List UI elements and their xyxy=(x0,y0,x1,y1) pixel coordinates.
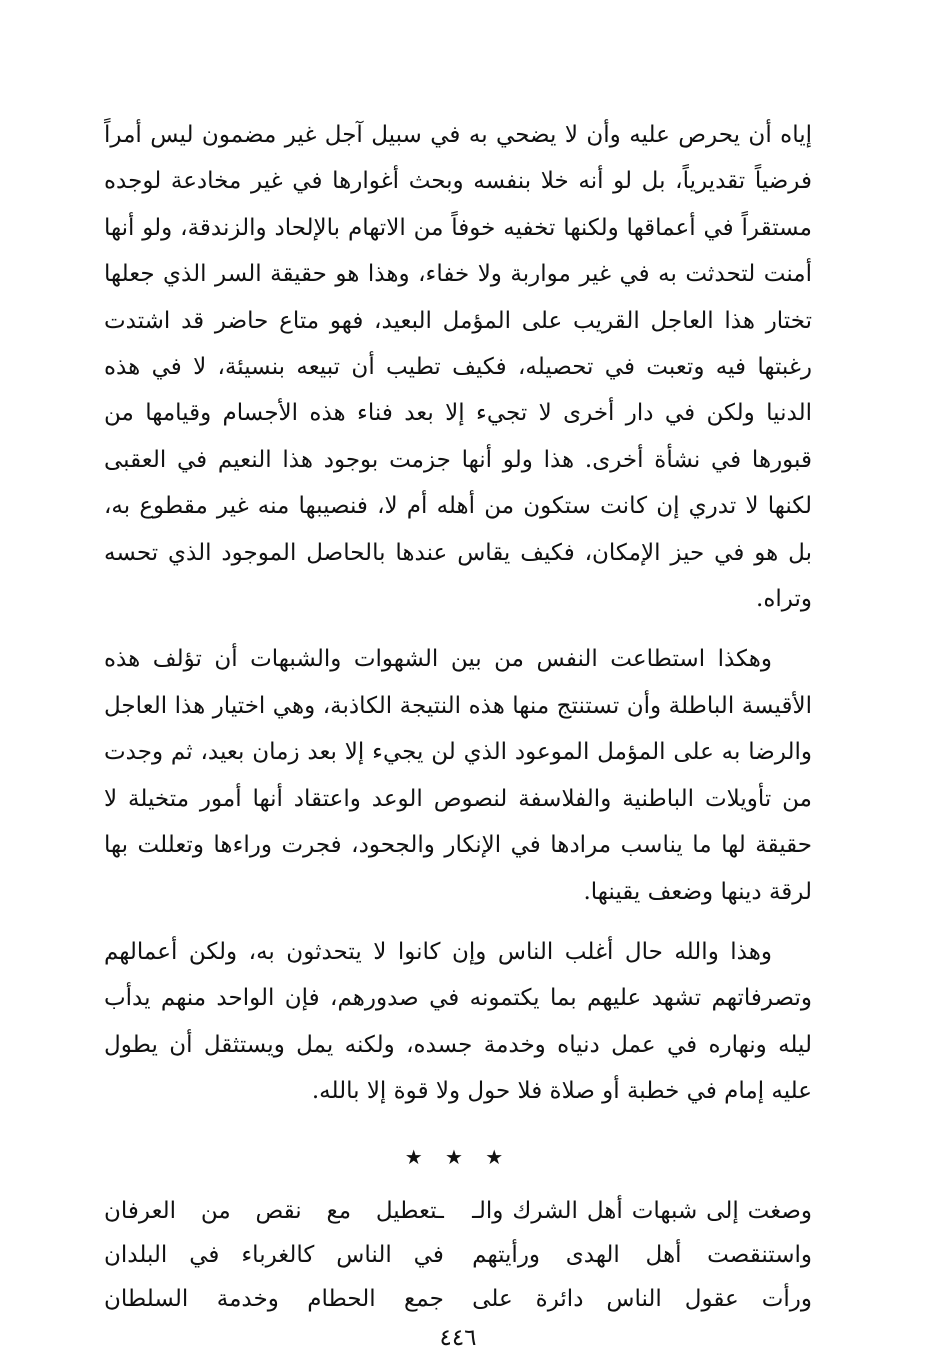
page-body xyxy=(104,112,812,1351)
verse-second-hemistich: جمع الحطام وخدمة السلطان xyxy=(104,1285,444,1312)
poem-verse xyxy=(104,1189,812,1233)
poem-verse xyxy=(104,1277,812,1321)
verse-second-hemistich: في الناس كالغرباء في البلدان xyxy=(104,1241,444,1268)
verse-first-hemistich: واستنقصت أهل الهدى ورأيتهم xyxy=(472,1241,812,1268)
poem-verse xyxy=(104,1233,812,1277)
paragraph-1: إياه أن يحرص عليه وأن لا يضحي به في سبيل آجل غير مضمون ليس أمراً فرضياً تقديرياً، بل لو أنه خلا بنفسه وبحث أغوارها في غير مخادعة لوجده مستقراً في أعماقها ولكنها تخفيه خوفاً من الاتهام بالإلحاد والزندقة، ولو أنها أمنت لتحدثت به في غير مواربة ولا خفاء، وهذا هو حقيقة السر الذي جعلها تختار هذا العاجل القريب على المؤمل البعيد، فهو متاع حاضر قد اشتدت رغبتها فيه وتعبت في تحصيله، فكيف تطيب أن تبيعه بنسيئة، لا في هذه الدنيا ولكن في دار أخرى لا تجيء إلا بعد فناء هذه الأجسام وقيامها من قبورها في نشأة أخرى. هذا ولو أنها جزمت بوجود هذا النعيم في العقبى لكنها لا تدري إن كانت ستكون من أهله أم لا، فنصيبها منه غير مقطوع به، بل هو في حيز الإمكان، فكيف يقاس عندها بالحاصل الموجود الذي تحسه وتراه. xyxy=(104,122,812,613)
verse-first-hemistich: وصغت إلى شبهات أهل الشرك والـ xyxy=(472,1197,812,1224)
paragraph-2: وهكذا استطاعت النفس من بين الشهوات والشبهات أن تؤلف هذه الأقيسة الباطلة وأن تستنتج منها هذه النتيجة الكاذبة، وهي اختيار هذا العاجل والرضا به على المؤمل الموعود الذي لن يجيء إلا بعد زمان بعيد، ثم وجدت من تأويلات الباطنية والفلاسفة لنصوص الوعد واعتقاد أنها أمور متخيلة لا حقيقة لها ما يناسب مرادها في الإنكار والجحود، فجرت وراءها وتعللت بها لرقة دينها وضعف يقينها. xyxy=(104,646,812,905)
page-number: ٤٤٦ xyxy=(439,1324,477,1351)
paragraph-3: وهذا والله حال أغلب الناس وإن كانوا لا يتحدثون به، ولكن أعمالهم وتصرفاتهم تشهد عليهم بما يكتمونه في صدورهم، فإن الواحد منهم يدأب ليله ونهاره في عمل دنياه وخدمة جسده، ولكنه يمل ويستثقل أن يطول عليه إمام في خطبة أو صلاة فلا حول ولا قوة إلا بالله. xyxy=(104,938,812,1105)
poem xyxy=(104,1189,812,1321)
section-separator: ★ ★ ★ xyxy=(404,1144,512,1169)
verse-first-hemistich: ورأت عقول الناس دائرة على xyxy=(472,1285,812,1312)
verse-second-hemistich: ـتعطيل مع نقص من العرفان xyxy=(104,1197,444,1224)
